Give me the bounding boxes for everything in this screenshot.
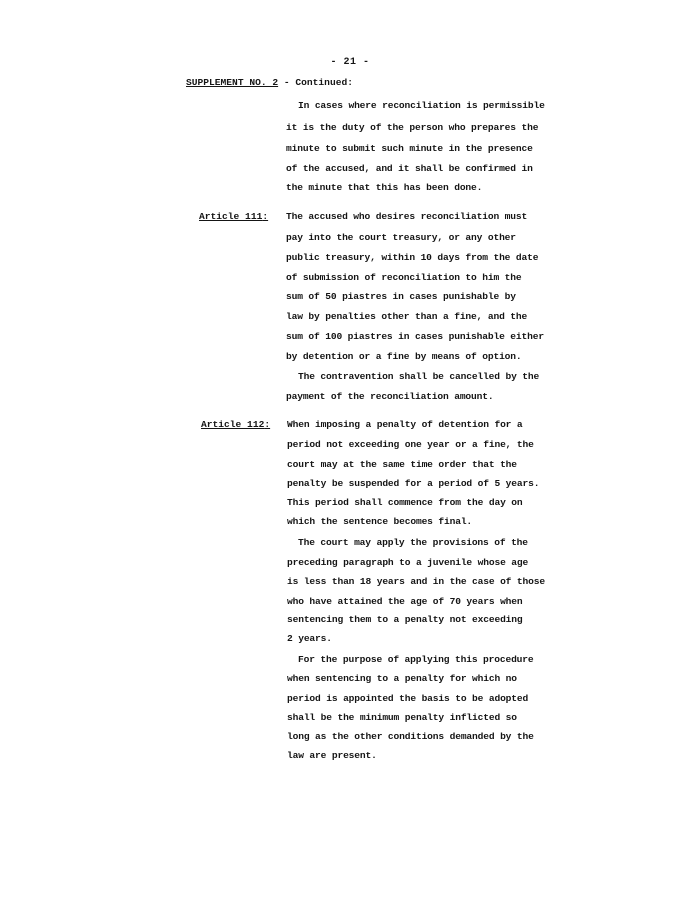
article-112-line: preceding paragraph to a juvenile whose age [287, 557, 529, 568]
article-112-line: For the purpose of applying this procedure [298, 654, 534, 665]
article-111-line: pay into the court treasury, or any other [286, 232, 516, 243]
article-111-line: by detention or a fine by means of option. [286, 351, 522, 362]
article-112-line: who have attained the age of 70 years when [287, 596, 523, 607]
supplement-heading-suffix: - Continued: [278, 77, 353, 88]
article-112-line: When imposing a penalty of detention for a [287, 419, 523, 430]
article-111-line: of submission of reconciliation to him the [286, 272, 522, 283]
article-112-line: which the sentence becomes final. [287, 516, 473, 527]
article-111-label-text: Article 111 [199, 211, 263, 222]
article-111-line: public treasury, within 10 days from the date [286, 252, 539, 263]
article-111-label-colon: : [262, 211, 269, 222]
article-112-line: 2 years. [287, 633, 332, 644]
article-112-line: The court may apply the provisions of the [298, 537, 528, 548]
article-112-line: court may at the same time order that the [287, 459, 517, 470]
article-112-line: shall be the minimum penalty inflicted so [287, 712, 517, 723]
page-number: - 21 - [330, 57, 370, 68]
article-112-line: This period shall commence from the day on [287, 497, 523, 508]
article-111-line: payment of the reconciliation amount. [286, 391, 494, 402]
intro-line: In cases where reconciliation is permissible [298, 100, 545, 111]
intro-line: minute to submit such minute in the presence [286, 143, 533, 154]
article-111-label [199, 211, 268, 222]
article-112-label-colon: : [264, 419, 271, 430]
article-111-line: law by penalties other than a fine, and the [286, 311, 528, 322]
article-112-label-text: Article 112 [201, 419, 265, 430]
article-112-line: penalty be suspended for a period of 5 years. [287, 478, 540, 489]
article-112-line: period is appointed the basis to be adopted [287, 693, 529, 704]
article-112-label [201, 419, 270, 430]
supplement-heading-label: SUPPLEMENT NO. 2 [186, 77, 279, 88]
intro-line: of the accused, and it shall be confirmed in [286, 163, 533, 174]
article-111-line: The accused who desires reconciliation must [286, 211, 528, 222]
supplement-heading [186, 77, 353, 88]
article-111-line: sum of 100 piastres in cases punishable either [286, 331, 544, 342]
article-112-line: long as the other conditions demanded by the [287, 731, 534, 742]
article-112-line: when sentencing to a penalty for which no [287, 673, 517, 684]
article-111-line: The contravention shall be cancelled by the [298, 371, 540, 382]
intro-line: it is the duty of the person who prepares the [286, 122, 539, 133]
article-112-line: is less than 18 years and in the case of those [287, 576, 545, 587]
article-112-line: period not exceeding one year or a fine, the [287, 439, 534, 450]
article-112-line: law are present. [287, 750, 377, 761]
article-112-line: sentencing them to a penalty not exceeding [287, 614, 523, 625]
intro-line: the minute that this has been done. [286, 182, 483, 193]
article-111-line: sum of 50 piastres in cases punishable by [286, 291, 516, 302]
